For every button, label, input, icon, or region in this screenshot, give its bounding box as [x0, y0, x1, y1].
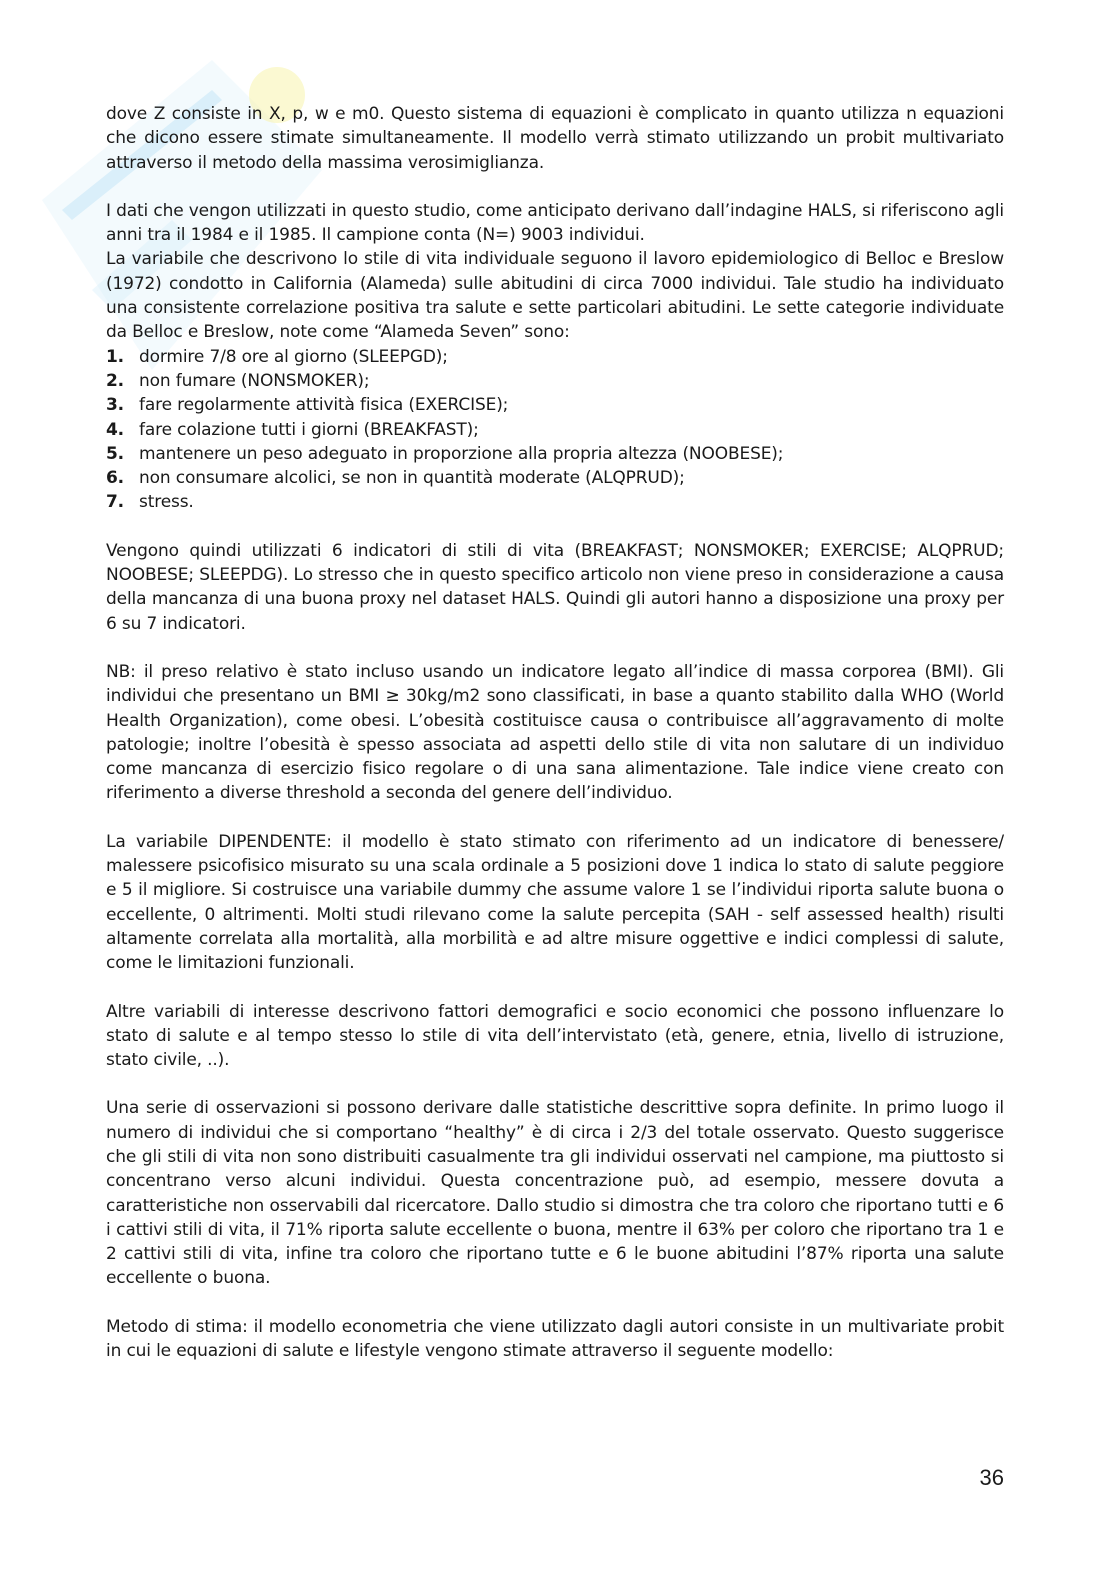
list-text: non consumare alcolici, se non in quantità moderate (ALQPRUD);: [139, 468, 685, 489]
paragraph: I dati che vengon utilizzati in questo studio, come anticipato derivano dall’indagine HALS, si riferiscono agli anni tra il 1984 e il 1985. Il campione conta (N=) 9003 individui.: [106, 200, 1004, 246]
document-body: [106, 102, 1004, 1387]
list-text: fare colazione tutti i giorni (BREAKFAST);: [139, 419, 479, 440]
list-item: [106, 418, 1004, 442]
paragraph: NB: il preso relativo è stato incluso usando un indicatore legato all’indice di massa corporea (BMI). Gli individui che presentano un BMI ≥ 30kg/m2 sono classificati, in base a quanto stabilito dalla WHO (World Health Organization), come obesi. L’obesità costituisce causa o contribuisce all’aggravamento di molte patologie; inoltre l’obesità è spesso associata ad aspetti dello stile di vita non salutare di un individuo come mancanza di esercizio fisico regolare o di una sana alimentazione. Tale indice viene creato con riferimento a diverse threshold a seconda del genere dell’individuo.: [106, 661, 1004, 804]
list-text: non fumare (NONSMOKER);: [139, 370, 370, 391]
paragraph: Vengono quindi utilizzati 6 indicatori di stili di vita (BREAKFAST; NONSMOKER; EXERCISE; ALQPRUD; NOOBESE; SLEEPDG). Lo stresso che in questo specifico articolo non viene preso in considerazione a causa della mancanza di una buona proxy nel dataset HALS. Quindi gli autori hanno a disposizione una proxy per 6 su 7 indicatori.: [106, 540, 1004, 634]
paragraph: dove Z consiste in X, p, w e m0. Questo sistema di equazioni è complicato in quanto utilizza n equazioni che dicono essere stimate simultaneamente. Il modello verrà stimato utilizzando un probit multivariato attraverso il metodo della massima verosimiglianza.: [106, 104, 1004, 173]
list-item: [106, 466, 1004, 490]
paragraph: Metodo di stima: il modello econometria che viene utilizzato dagli autori consiste in un multivariate probit in cui le equazioni di salute e lifestyle vengono stimate attraverso il seguente modello:: [106, 1316, 1004, 1362]
list-text: mantenere un peso adeguato in proporzione alla propria altezza (NOOBESE);: [139, 443, 784, 464]
list-number: 6.: [106, 468, 124, 489]
list-item: [106, 345, 1004, 369]
list-number: 1.: [106, 346, 124, 367]
paragraph: Una serie di osservazioni si possono derivare dalle statistiche descrittive sopra definite. In primo luogo il numero di individui che si comportano “healthy” è di circa i 2/3 del totale osservato. Questo suggerisce che gli stili di vita non sono distribuiti casualmente tra gli individui osservati nel campione, ma piuttosto si concentrano verso alcuni individui. Questa concentrazione può, ad esempio, messere dovuta a caratteristiche non osservabili dal ricercatore. Dallo studio si dimostra che tra coloro che riportano tutti e 6 i cattivi stili di vita, il 71% riporta salute eccellente o buona, mentre il 63% per coloro che riportano tra 1 e 2 cattivi stili di vita, infine tra coloro che riportano tutte e 6 le buone abitudini l’87% riporta una salute eccellente o buona.: [106, 1098, 1004, 1289]
list-number: 7.: [106, 492, 124, 513]
page-number: 36: [979, 1465, 1004, 1490]
list-text: dormire 7/8 ore al giorno (SLEEPGD);: [139, 346, 448, 367]
list-number: 2.: [106, 370, 124, 391]
paragraph: Altre variabili di interesse descrivono fattori demografici e socio economici che possono influenzare lo stato di salute e al tempo stesso lo stile di vita dell’intervistato (età, genere, etnia, livello di istruzione, stato civile, ..).: [106, 1001, 1004, 1071]
list-text: stress.: [139, 492, 194, 513]
paragraph: La variabile che descrivono lo stile di vita individuale seguono il lavoro epidemiologico di Belloc e Breslow (1972) condotto in California (Alameda) sulle abitudini di circa 7000 individui. Tale studio ha individuato una consistente correlazione positiva tra salute e sette particolari abitudini. Le sette categorie individuate da Belloc e Breslow, note come “Alameda Seven” sono:: [106, 249, 1004, 343]
list-item: [106, 393, 1004, 417]
list-item: [106, 369, 1004, 393]
list-text: fare regolarmente attività fisica (EXERCISE);: [139, 395, 509, 416]
list-item: [106, 490, 1004, 514]
list-number: 3.: [106, 395, 124, 416]
list-item: [106, 442, 1004, 466]
paragraph: La variabile DIPENDENTE: il modello è stato stimato con riferimento ad un indicatore di benessere/ malessere psicofisico misurato su una scala ordinale a 5 posizioni dove 1 indica lo stato di salute peggiore e 5 il migliore. Si costruisce una variabile dummy che assume valore 1 se l’individui riporta salute buona o eccellente, 0 altrimenti. Molti studi rilevano come la salute percepita (SAH - self assessed health) risulti altamente correlata alla mortalità, alla morbilità e ad altre misure oggettive e indici complessi di salute, come le limitazioni funzionali.: [106, 831, 1004, 974]
list-number: 4.: [106, 419, 124, 440]
alameda-seven-list: [106, 345, 1004, 515]
list-number: 5.: [106, 443, 124, 464]
